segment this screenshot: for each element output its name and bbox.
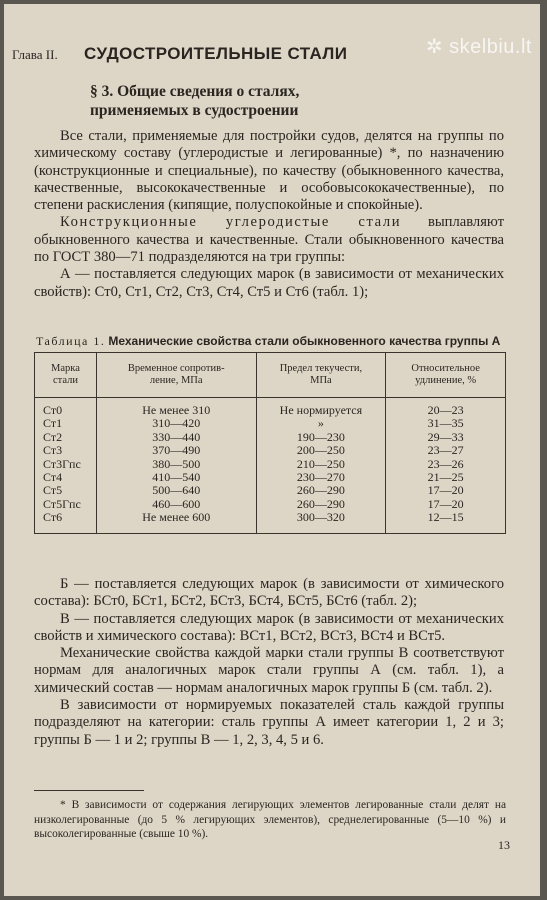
section-title-line-1: § 3. Общие сведения о сталях, xyxy=(90,83,300,100)
grade-cell: Ст2 xyxy=(43,429,63,444)
elongation-cell: 17—20 xyxy=(427,496,464,511)
mechanical-properties-table xyxy=(34,352,506,534)
yield-cell: 190—230 xyxy=(296,429,345,444)
construct-lead: Конструкционные углеродистые стали xyxy=(60,214,402,231)
group-b-paragraph: Б — поставляется следующих марок (в зависимости от химического состава): БСт0, БСт1, БСт2, БСт3, БСт4, БСт5, БСт6 (табл. 2); xyxy=(34,576,504,610)
elongation-cell: 20—23 xyxy=(427,403,464,417)
elongation-cell: 23—27 xyxy=(427,443,464,458)
strength-cell: Не менее 600 xyxy=(142,510,211,525)
strength-column xyxy=(96,398,256,534)
elongation-cell: 29—33 xyxy=(427,429,464,444)
header-strength: Временное сопротив- ление, МПа xyxy=(96,353,256,398)
yield-cell: 260—290 xyxy=(296,483,345,498)
strength-cell: Не менее 310 xyxy=(142,403,211,417)
page-number: 13 xyxy=(498,838,510,852)
section-title-line-2: применяемых в судостроении xyxy=(90,102,299,119)
strength-cell: 500—640 xyxy=(152,483,201,498)
grade-cell: Ст5 xyxy=(43,483,63,498)
yield-column xyxy=(256,398,386,534)
grade-cell: Ст1 xyxy=(43,416,63,431)
yield-cell: 230—270 xyxy=(296,470,345,485)
table-caption xyxy=(36,334,506,349)
strength-cell: 380—500 xyxy=(152,456,201,471)
strength-cell: 410—540 xyxy=(152,470,201,485)
grade-cell: Ст0 xyxy=(43,403,63,417)
group-a-paragraph: А — поставляется следующих марок (в зависимости от механических свойств): Ст0, Ст1, Ст2, Ст3, Ст4, Ст5 и Ст6 (табл. 1); xyxy=(34,266,504,300)
strength-cell: 310—420 xyxy=(152,416,201,431)
elongation-cell: 21—25 xyxy=(427,470,464,485)
elongation-cell: 23—26 xyxy=(427,456,464,471)
grades-column xyxy=(35,398,97,534)
chapter-title: СУДОСТРОИТЕЛЬНЫЕ СТАЛИ xyxy=(84,44,348,63)
mech-props-paragraph: Механические свойства каждой марки стали группы В соответствуют нормам для аналогичных марок стали группы А (см. табл. 1), а химический состав — нормам аналогичных марок группы Б (см. табл. 2). xyxy=(34,645,504,696)
header-elongation: Относительное удлинение, % xyxy=(386,353,506,398)
group-v-paragraph: В — поставляется следующих марок (в зависимости от механических свойств и химического состава): ВСт1, ВСт2, ВСт3, ВСт4 и ВСт5. xyxy=(34,610,504,644)
yield-cell: 300—320 xyxy=(296,510,345,525)
running-header xyxy=(12,44,510,64)
elongation-cell: 17—20 xyxy=(427,483,464,498)
yield-cell: 200—250 xyxy=(296,443,345,458)
watermark: ✲ skelbiu.lt xyxy=(425,36,532,58)
chapter-label: Глава II. xyxy=(12,47,58,62)
footnote-text: * В зависимости от содержания легирующих элементов легированные стали делят на низколегированные (до 5 % легирующих элементов), среднелегированные (5—10 %) и высоколегированные (свыше 10 %). xyxy=(34,799,506,841)
section-title xyxy=(90,82,299,120)
body-text-top xyxy=(34,128,504,301)
table-label: Таблица 1. xyxy=(36,334,106,348)
yield-cell: 260—290 xyxy=(296,496,345,511)
table-title: Механические свойства стали обыкновенного качества группы А xyxy=(108,334,501,348)
grade-cell: Ст3Гпс xyxy=(43,456,81,471)
grade-cell: Ст5Гпс xyxy=(43,496,81,511)
yield-cell: » xyxy=(317,416,324,431)
grade-cell: Ст6 xyxy=(43,510,63,525)
strength-cell: 330—440 xyxy=(152,429,201,444)
grade-cell: Ст4 xyxy=(43,470,63,485)
book-page xyxy=(4,4,540,896)
header-yield: Предел текучести, МПа xyxy=(256,353,386,398)
construct-paragraph xyxy=(34,214,504,266)
body-text-bottom xyxy=(34,576,504,749)
table-header-row xyxy=(35,353,506,398)
footnote-divider xyxy=(34,790,144,791)
strength-cell: 460—600 xyxy=(152,496,201,511)
grade-cell: Ст3 xyxy=(43,443,63,458)
elongation-cell: 12—15 xyxy=(427,510,464,525)
construct-rest: выплавляют обыкновенного качества и качественные. Стали обыкновенного качества по ГОСТ 380—71 подразделяются на три группы: xyxy=(34,214,504,266)
table-body-row xyxy=(35,398,506,534)
header-grade: Марка стали xyxy=(35,353,97,398)
yield-cell: 210—250 xyxy=(296,456,345,471)
yield-cell: Не нормируется xyxy=(279,403,363,417)
strength-cell: 370—490 xyxy=(152,443,201,458)
categories-paragraph: В зависимости от нормируемых показателей сталь каждой группы подразделяют на категории: сталь группы А имеет категории 1, 2 и 3; группы Б — 1 и 2; группы В — 1, 2, 3, 4, 5 и 6. xyxy=(34,697,504,748)
elongation-column xyxy=(386,398,506,534)
elongation-cell: 31—35 xyxy=(427,416,464,431)
intro-paragraph: Все стали, применяемые для постройки судов, делятся на группы по химическому составу (углеродистые и легированные) *, по назначению (конструкционные и специальные), по качеству (обыкновенного качества, качественные, высококачественные и особовысококачественные), по степени раскисления (кипящие, полуспокойные и спокойные). xyxy=(34,128,504,214)
footnote xyxy=(34,798,506,842)
